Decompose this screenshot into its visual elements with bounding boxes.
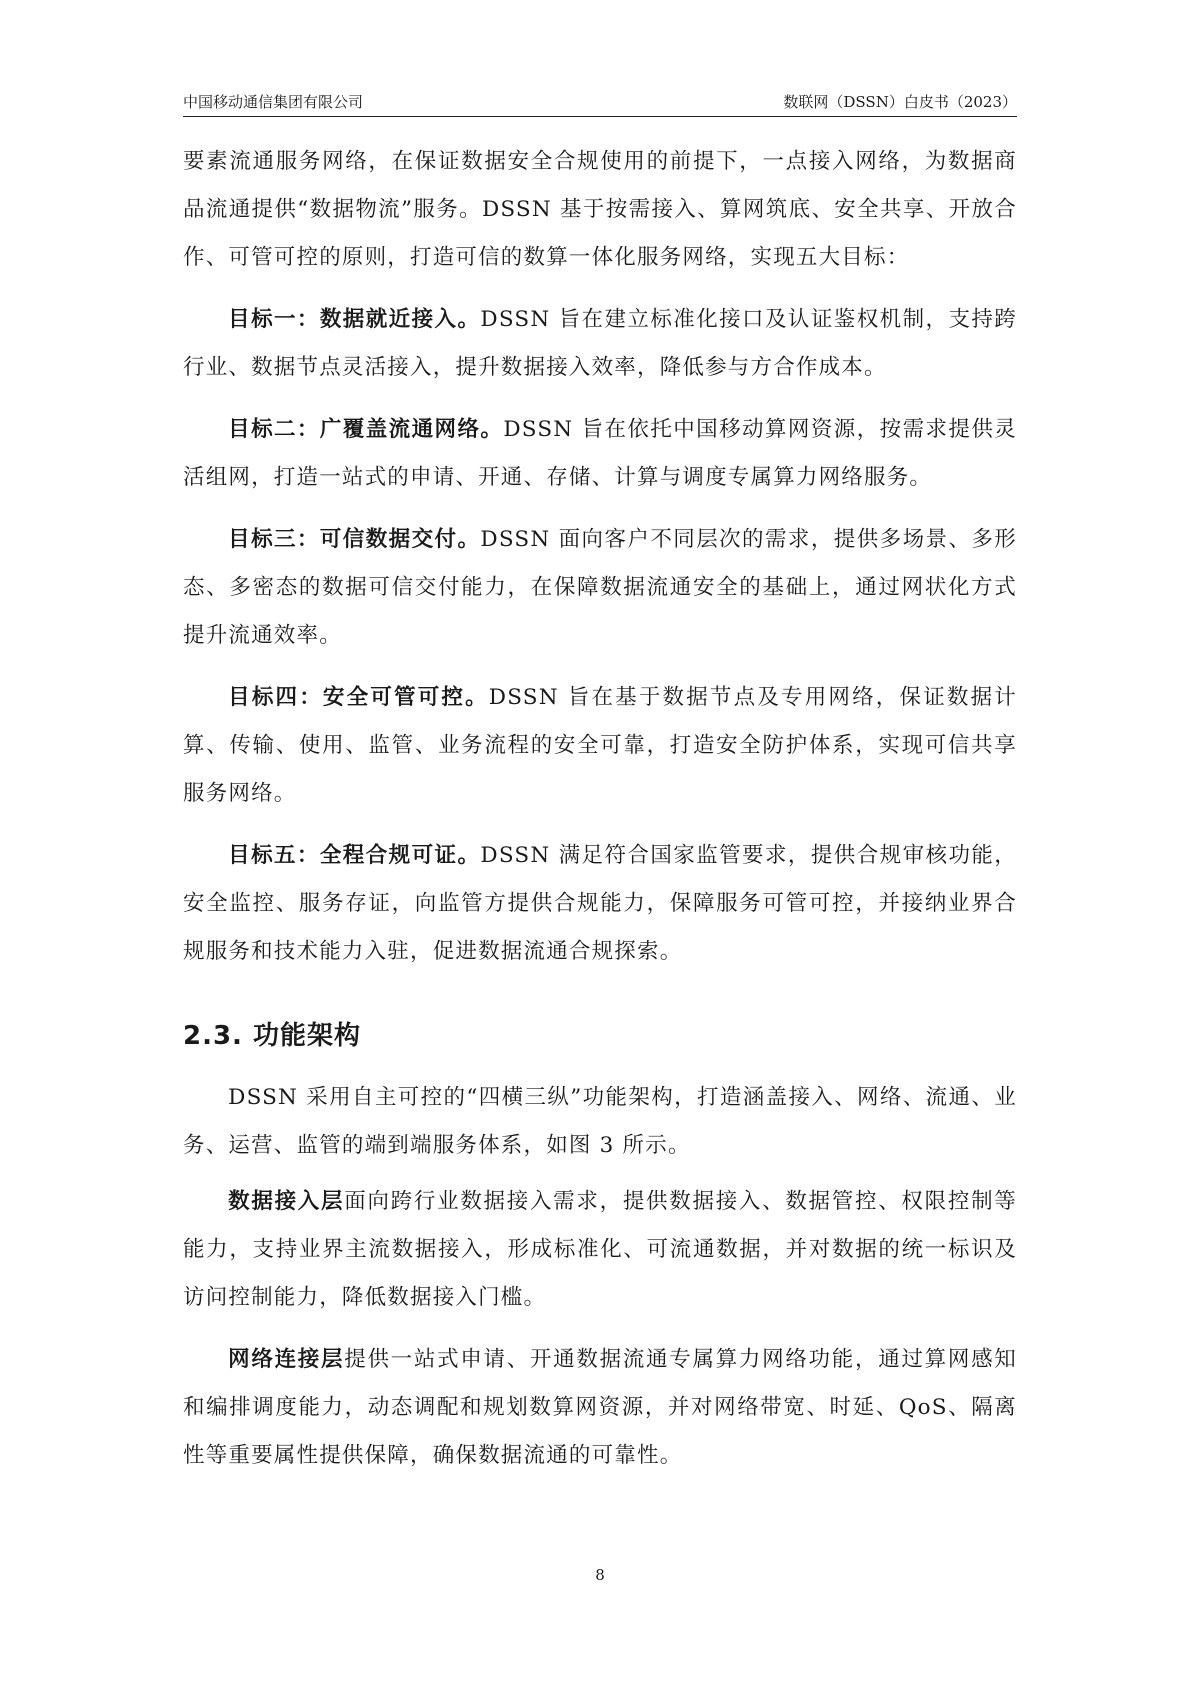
page-header: [183, 84, 1017, 117]
goal-paragraph-3: [183, 516, 1017, 660]
goal-title: 目标三：可信数据交付。: [228, 527, 481, 552]
layer-title: 网络连接层: [228, 1347, 345, 1372]
goal-text: DSSN 满足符合国家监管要求，提供合规审核功能，安全监控、服务存证，向监管方提供合规能力，保障服务可管可控，并接纳业界合规服务和技术能力入驻，促进数据流通合规探索。: [183, 843, 1018, 964]
page-body: [183, 138, 1017, 1480]
layer-text: 提供一站式申请、开通数据流通专属算力网络功能，通过算网感知和编排调度能力，动态调配和规划数算网资源，并对网络带宽、时延、QoS、隔离性等重要属性提供保障，确保数据流通的可靠性。: [183, 1347, 1017, 1468]
section-intro-paragraph: DSSN 采用自主可控的“四横三纵”功能架构，打造涵盖接入、网络、流通、业务、运营、监管的端到端服务体系，如图 3 所示。: [183, 1085, 1017, 1158]
goal-paragraph-1: [183, 296, 1017, 392]
goal-text: DSSN 旨在建立标准化接口及认证鉴权机制，支持跨行业、数据节点灵活接入，提升数据接入效率，降低参与方合作成本。: [183, 307, 1018, 380]
layer-paragraph-data-access: [183, 1178, 1017, 1322]
layer-title: 数据接入层: [228, 1189, 345, 1214]
goal-paragraph-4: [183, 674, 1017, 818]
header-document-title: 数联网（DSSN）白皮书（2023）: [783, 93, 1017, 111]
goal-text: DSSN 旨在依托中国移动算网资源，按需求提供灵活组网，打造一站式的申请、开通、存储、计算与调度专属算力网络服务。: [183, 417, 1017, 490]
page-number: 8: [595, 1566, 605, 1584]
goal-title: 目标四：安全可管可控。: [228, 685, 489, 710]
layer-text: 面向跨行业数据接入需求，提供数据接入、数据管控、权限控制等能力，支持业界主流数据接入，形成标准化、可流通数据，并对数据的统一标识及访问控制能力，降低数据接入门槛。: [183, 1189, 1017, 1310]
goal-title: 目标二：广覆盖流通网络。: [228, 417, 504, 442]
intro-paragraph: 要素流通服务网络，在保证数据安全合规使用的前提下，一点接入网络，为数据商品流通提供“数据物流”服务。DSSN 基于按需接入、算网筑底、安全共享、开放合作、可管可控的原则，打造可信的数算一体化服务网络，实现五大目标：: [183, 149, 1017, 270]
section-heading: 2.3. 功能架构: [183, 1021, 361, 1051]
goal-text: DSSN 面向客户不同层次的需求，提供多场景、多形态、多密态的数据可信交付能力，在保障数据流通安全的基础上，通过网状化方式提升流通效率。: [183, 527, 1018, 648]
goal-paragraph-2: [183, 406, 1017, 502]
goal-title: 目标五：全程合规可证。: [228, 843, 481, 868]
layer-paragraph-network-connection: [183, 1336, 1017, 1480]
goal-title: 目标一：数据就近接入。: [228, 307, 481, 332]
header-organization: 中国移动通信集团有限公司: [183, 93, 364, 111]
goal-text: DSSN 旨在基于数据节点及专用网络，保证数据计算、传输、使用、监管、业务流程的安全可靠，打造安全防护体系，实现可信共享服务网络。: [183, 685, 1017, 806]
goal-paragraph-5: [183, 832, 1017, 976]
